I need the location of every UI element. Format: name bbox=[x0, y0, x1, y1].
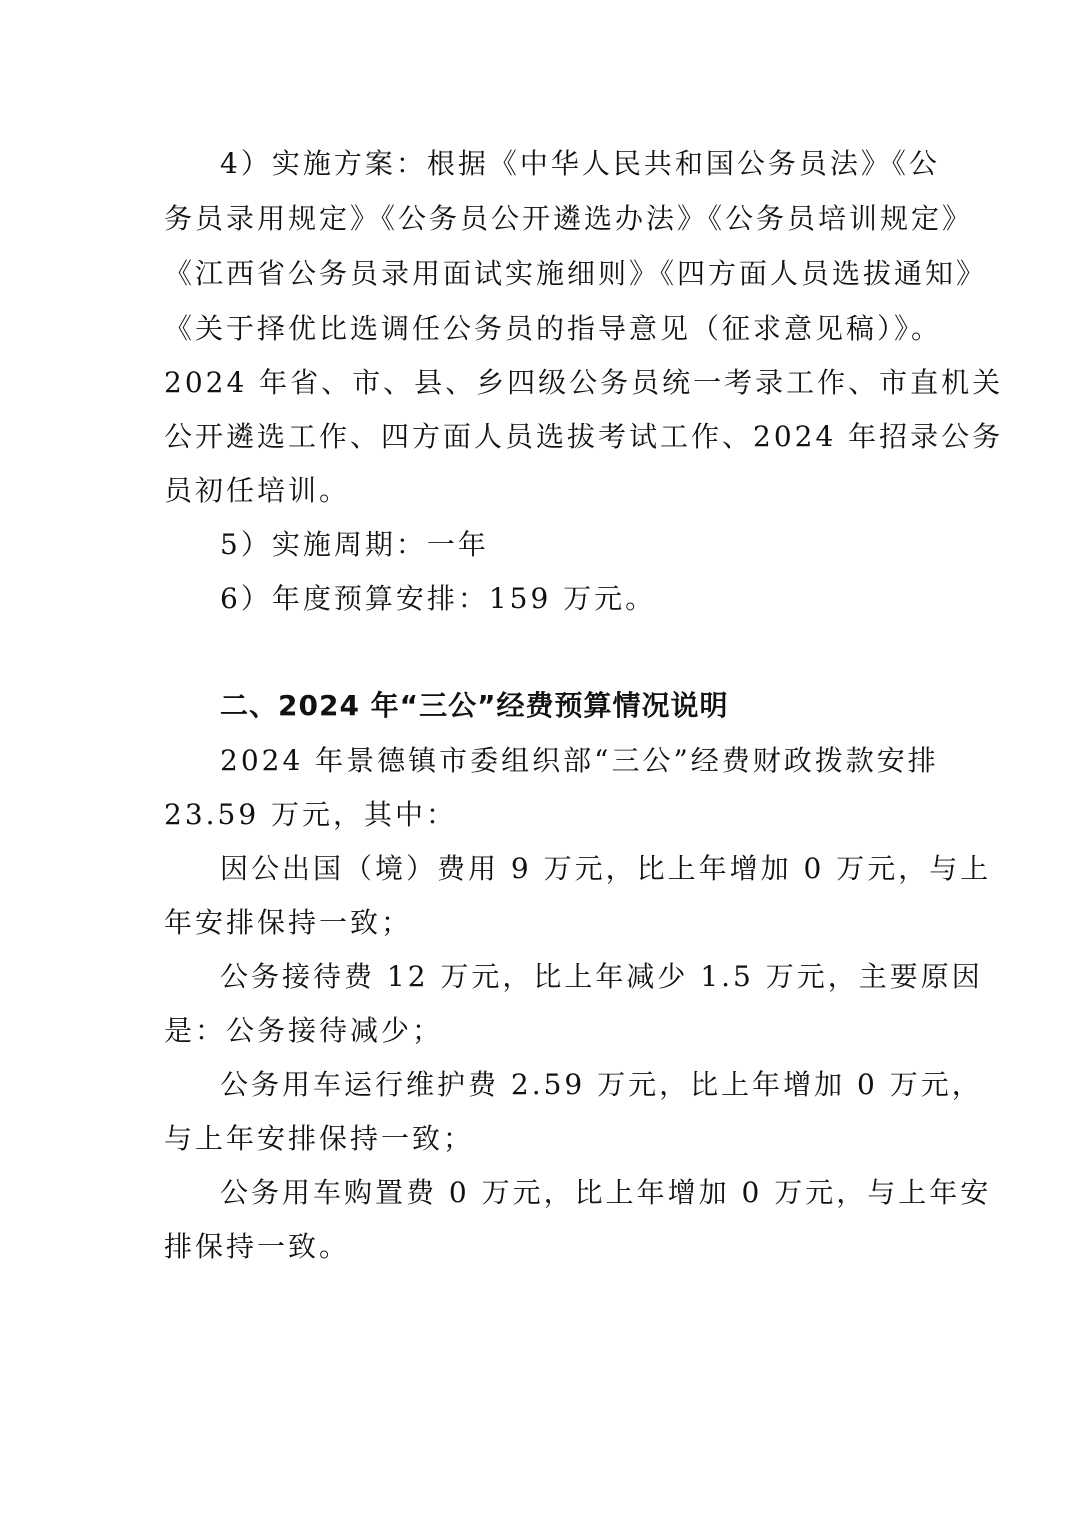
paragraph-line: 2024 年省、市、县、乡四级公务员统一考录工作、市直机关 bbox=[164, 366, 1004, 399]
paragraph-line: 与上年安排保持一致； bbox=[164, 1122, 475, 1155]
paragraph-line: 员初任培训。 bbox=[164, 474, 351, 507]
paragraph-line: 5）实施周期：一年 bbox=[220, 528, 489, 561]
paragraph-line: 4）实施方案：根据《中华人民共和国公务员法》《公 bbox=[220, 147, 940, 180]
paragraph-line: 排保持一致。 bbox=[164, 1230, 351, 1263]
paragraph-line: 2024 年景德镇市委组织部“三公”经费财政拨款安排 bbox=[220, 744, 939, 777]
paragraph-line: 务员录用规定》《公务员公开遴选办法》《公务员培训规定》 bbox=[164, 202, 974, 235]
paragraph-line: 公务用车购置费 0 万元，比上年增加 0 万元，与上年安 bbox=[220, 1176, 992, 1209]
paragraph-line: 年安排保持一致； bbox=[164, 906, 413, 939]
section-heading: 二、2024 年“三公”经费预算情况说明 bbox=[220, 689, 729, 722]
paragraph-line: 是：公务接待减少； bbox=[164, 1014, 444, 1047]
paragraph-line: 因公出国（境）费用 9 万元，比上年增加 0 万元，与上 bbox=[220, 852, 992, 885]
paragraph-line: 6）年度预算安排：159 万元。 bbox=[220, 582, 657, 615]
paragraph-line: 公务用车运行维护费 2.59 万元，比上年增加 0 万元， bbox=[220, 1068, 983, 1101]
paragraph-line: 《关于择优比选调任公务员的指导意见（征求意见稿）》。 bbox=[164, 312, 943, 345]
paragraph-line: 公开遴选工作、四方面人员选拔考试工作、2024 年招录公务 bbox=[164, 420, 1004, 453]
paragraph-line: 公务接待费 12 万元，比上年减少 1.5 万元，主要原因 bbox=[220, 960, 983, 993]
paragraph-line: 《江西省公务员录用面试实施细则》《四方面人员选拔通知》 bbox=[164, 257, 988, 290]
paragraph-line: 23.59 万元，其中： bbox=[164, 798, 458, 831]
